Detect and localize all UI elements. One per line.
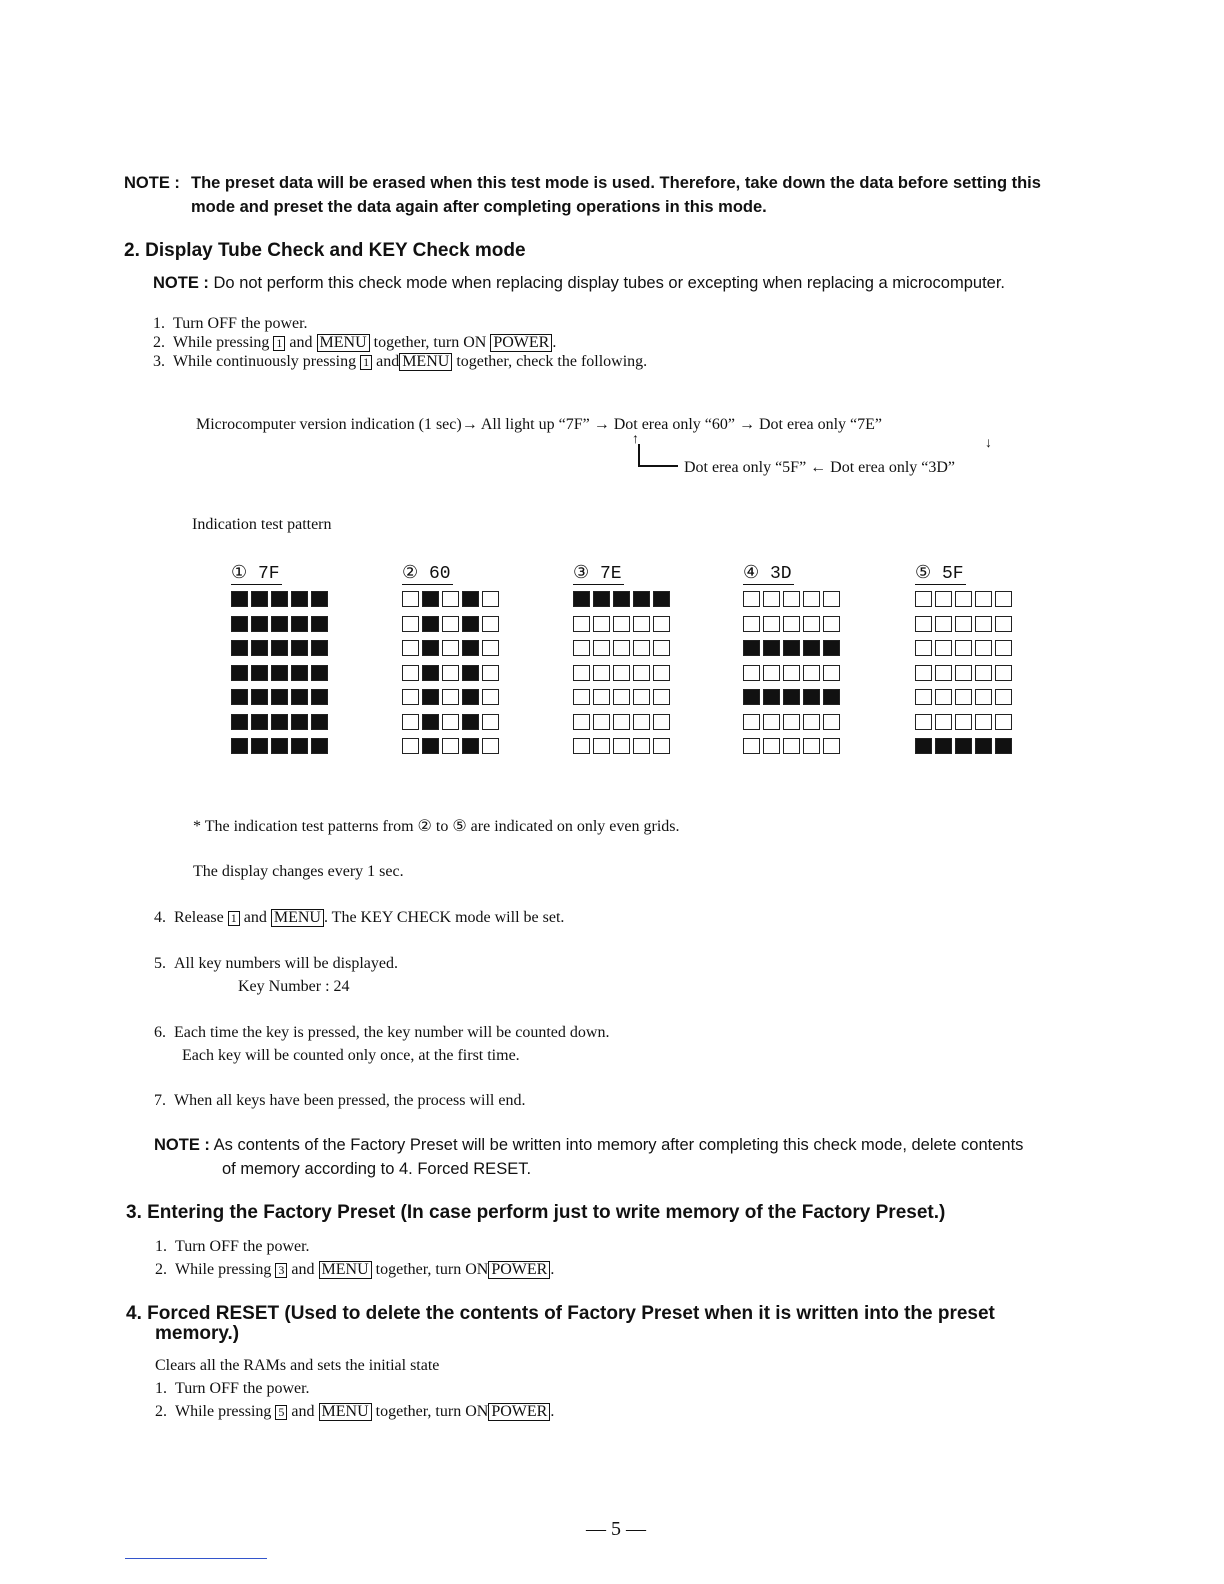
dot-lit xyxy=(231,665,248,681)
pattern-row xyxy=(402,640,506,657)
section-2-heading: 2. Display Tube Check and KEY Check mode xyxy=(124,240,526,261)
dot-unlit xyxy=(653,738,670,754)
page-number: — 5 — xyxy=(586,1518,646,1540)
dot-unlit xyxy=(482,714,499,730)
dot-lit xyxy=(251,640,268,656)
key-power: POWER xyxy=(488,1403,550,1421)
pattern-row xyxy=(743,616,847,633)
dot-unlit xyxy=(975,616,992,632)
step-5: 5. All key numbers will be displayed. xyxy=(154,955,398,972)
dot-unlit xyxy=(803,714,820,730)
pattern-2 xyxy=(402,562,506,763)
top-note-label: NOTE : xyxy=(124,174,180,192)
step-6: 6. Each time the key is pressed, the key number will be counted down. xyxy=(154,1024,610,1041)
dot-unlit xyxy=(955,616,972,632)
dot-lit xyxy=(763,640,780,656)
dot-unlit xyxy=(783,591,800,607)
dot-unlit xyxy=(482,689,499,705)
pattern-row xyxy=(915,714,1019,731)
pattern-label: ④ 3D xyxy=(743,564,792,584)
top-note-line1: The preset data will be erased when this test mode is used. Therefore, take down the data before setting this xyxy=(191,174,1041,192)
dot-lit xyxy=(231,591,248,607)
dot-lit xyxy=(251,689,268,705)
key-menu: MENU xyxy=(319,1261,372,1279)
dot-lit xyxy=(291,616,308,632)
dot-lit xyxy=(422,738,439,754)
dot-unlit xyxy=(915,714,932,730)
dot-unlit xyxy=(442,689,459,705)
pattern-row xyxy=(231,665,335,682)
arrow-up-icon: ↑ xyxy=(632,432,639,447)
step-6-sub: Each key will be counted only once, at the first time. xyxy=(182,1047,520,1064)
dot-unlit xyxy=(402,591,419,607)
dot-unlit xyxy=(633,738,650,754)
dot-unlit xyxy=(573,640,590,656)
dot-lit xyxy=(462,616,479,632)
s4-intro: Clears all the RAMs and sets the initial state xyxy=(155,1357,440,1374)
pattern-row xyxy=(573,616,677,633)
dot-unlit xyxy=(613,616,630,632)
dot-unlit xyxy=(593,665,610,681)
pattern-row xyxy=(231,689,335,706)
key-power: POWER xyxy=(488,1261,550,1279)
pattern-row xyxy=(402,591,506,608)
dot-lit xyxy=(311,640,328,656)
footer-rule xyxy=(125,1558,267,1559)
pattern-row xyxy=(402,738,506,755)
dot-unlit xyxy=(955,689,972,705)
dot-unlit xyxy=(915,665,932,681)
dot-unlit xyxy=(975,689,992,705)
dot-unlit xyxy=(573,689,590,705)
dot-unlit xyxy=(915,689,932,705)
dot-lit xyxy=(291,665,308,681)
section-3-heading: 3. Entering the Factory Preset (In case perform just to write memory of the Factory Preset.) xyxy=(126,1202,946,1223)
dot-unlit xyxy=(823,738,840,754)
dot-lit xyxy=(291,689,308,705)
dot-unlit xyxy=(593,640,610,656)
section-4-heading: 4. Forced RESET (Used to delete the contents of Factory Preset when it is written into the preset xyxy=(126,1303,995,1324)
dot-lit xyxy=(915,738,932,754)
dot-lit xyxy=(271,640,288,656)
dot-unlit xyxy=(402,738,419,754)
dot-lit xyxy=(783,689,800,705)
dot-lit xyxy=(311,616,328,632)
dot-unlit xyxy=(743,738,760,754)
dot-unlit xyxy=(995,616,1012,632)
dot-unlit xyxy=(633,714,650,730)
dot-unlit xyxy=(823,665,840,681)
pattern-row xyxy=(402,665,506,682)
dot-unlit xyxy=(763,738,780,754)
dot-unlit xyxy=(442,640,459,656)
dot-unlit xyxy=(955,665,972,681)
pattern-row xyxy=(231,714,335,731)
dot-unlit xyxy=(803,665,820,681)
dot-unlit xyxy=(935,616,952,632)
dot-lit xyxy=(573,591,590,607)
dot-lit xyxy=(955,738,972,754)
dot-unlit xyxy=(935,714,952,730)
pattern-row xyxy=(915,689,1019,706)
dot-unlit xyxy=(653,714,670,730)
dot-unlit xyxy=(915,640,932,656)
dot-lit xyxy=(823,640,840,656)
dot-unlit xyxy=(442,714,459,730)
key-1: 1 xyxy=(228,911,240,926)
key-1: 1 xyxy=(273,336,285,351)
dot-unlit xyxy=(573,738,590,754)
key-menu: MENU xyxy=(399,353,452,371)
section-4-heading-2: memory.) xyxy=(155,1323,240,1344)
dot-unlit xyxy=(935,640,952,656)
dot-unlit xyxy=(823,591,840,607)
dot-unlit xyxy=(935,665,952,681)
dot-unlit xyxy=(763,616,780,632)
dot-unlit xyxy=(823,714,840,730)
dot-unlit xyxy=(803,616,820,632)
dot-lit xyxy=(743,689,760,705)
dot-lit xyxy=(462,640,479,656)
dot-unlit xyxy=(743,591,760,607)
dot-unlit xyxy=(402,714,419,730)
dot-unlit xyxy=(442,738,459,754)
dot-lit xyxy=(823,689,840,705)
pattern-label: ② 60 xyxy=(402,564,451,584)
dot-unlit xyxy=(653,665,670,681)
note-label: NOTE : xyxy=(153,274,209,292)
dot-lit xyxy=(251,738,268,754)
dot-lit xyxy=(291,738,308,754)
pattern-row xyxy=(743,689,847,706)
dot-lit xyxy=(803,689,820,705)
note2-line2: of memory according to 4. Forced RESET. xyxy=(222,1160,532,1178)
key-number: Key Number : 24 xyxy=(238,978,350,995)
dot-unlit xyxy=(482,591,499,607)
pattern-row xyxy=(573,591,677,608)
pattern-row xyxy=(743,640,847,657)
dot-lit xyxy=(783,640,800,656)
dot-lit xyxy=(311,665,328,681)
dot-unlit xyxy=(955,640,972,656)
dot-unlit xyxy=(402,616,419,632)
dot-lit xyxy=(633,591,650,607)
dot-lit xyxy=(462,689,479,705)
dot-unlit xyxy=(613,640,630,656)
dot-lit xyxy=(653,591,670,607)
dot-unlit xyxy=(995,640,1012,656)
flow-line-2: Dot erea only “5F” ← Dot erea only “3D” xyxy=(684,459,956,476)
dot-lit xyxy=(231,714,248,730)
dot-unlit xyxy=(633,640,650,656)
dot-unlit xyxy=(402,665,419,681)
dot-unlit xyxy=(995,714,1012,730)
pattern-row xyxy=(573,640,677,657)
dot-unlit xyxy=(783,714,800,730)
dot-unlit xyxy=(613,738,630,754)
dot-unlit xyxy=(633,616,650,632)
pattern-4 xyxy=(743,562,847,763)
dot-unlit xyxy=(975,640,992,656)
key-menu: MENU xyxy=(319,1403,372,1421)
dot-unlit xyxy=(783,616,800,632)
dot-lit xyxy=(311,714,328,730)
dot-lit xyxy=(231,738,248,754)
flow-line-1: Microcomputer version indication (1 sec)→ All light up “7F” → Dot erea only “60” → Dot erea only “7E” xyxy=(196,416,883,433)
dot-lit xyxy=(291,640,308,656)
dot-unlit xyxy=(915,616,932,632)
dot-unlit xyxy=(442,616,459,632)
pattern-5 xyxy=(915,562,1019,763)
dot-unlit xyxy=(573,714,590,730)
pattern-row xyxy=(231,591,335,608)
dot-lit xyxy=(613,591,630,607)
dot-lit xyxy=(231,640,248,656)
dot-unlit xyxy=(593,689,610,705)
dot-unlit xyxy=(763,591,780,607)
pattern-row xyxy=(915,640,1019,657)
dot-lit xyxy=(231,616,248,632)
pattern-row xyxy=(573,714,677,731)
s3-step-2: 2. While pressing 3 and MENU together, turn ON POWER . xyxy=(155,1261,555,1278)
dot-unlit xyxy=(442,591,459,607)
dot-unlit xyxy=(653,689,670,705)
dot-unlit xyxy=(823,616,840,632)
pattern-row xyxy=(573,738,677,755)
top-note-line2: mode and preset the data again after completing operations in this mode. xyxy=(191,198,767,216)
pattern-row xyxy=(915,616,1019,633)
s4-step-1: 1. Turn OFF the power. xyxy=(155,1380,310,1397)
dot-lit xyxy=(271,714,288,730)
dot-unlit xyxy=(573,616,590,632)
step-1: 1. Turn OFF the power. xyxy=(153,315,308,332)
dot-lit xyxy=(422,689,439,705)
dot-lit xyxy=(271,665,288,681)
pattern-label: ⑤ 5F xyxy=(915,564,964,584)
pattern-row xyxy=(402,616,506,633)
dot-unlit xyxy=(803,738,820,754)
dot-unlit xyxy=(402,689,419,705)
dot-unlit xyxy=(593,738,610,754)
key-power: POWER xyxy=(490,334,552,352)
dot-unlit xyxy=(613,714,630,730)
dot-lit xyxy=(271,689,288,705)
dot-lit xyxy=(271,738,288,754)
dot-unlit xyxy=(955,714,972,730)
dot-unlit xyxy=(783,665,800,681)
section-2-note xyxy=(153,274,1005,293)
dot-unlit xyxy=(482,738,499,754)
pattern-row xyxy=(402,714,506,731)
dot-lit xyxy=(462,665,479,681)
pattern-label: ③ 7E xyxy=(573,564,622,584)
dot-unlit xyxy=(763,665,780,681)
dot-lit xyxy=(422,591,439,607)
dot-lit xyxy=(231,689,248,705)
dot-unlit xyxy=(803,591,820,607)
pattern-row xyxy=(915,665,1019,682)
dot-unlit xyxy=(653,616,670,632)
dot-unlit xyxy=(783,738,800,754)
dot-lit xyxy=(251,665,268,681)
dot-unlit xyxy=(442,665,459,681)
pattern-label: ① 7F xyxy=(231,564,280,584)
pattern-3 xyxy=(573,562,677,763)
step-2: 2. While pressing 1 and MENU together, turn ON POWER . xyxy=(153,334,557,351)
dot-unlit xyxy=(573,665,590,681)
dot-unlit xyxy=(995,665,1012,681)
dot-lit xyxy=(743,640,760,656)
dot-unlit xyxy=(935,689,952,705)
dot-lit xyxy=(311,591,328,607)
arrow-down-icon: ↓ xyxy=(985,436,992,451)
dot-unlit xyxy=(743,665,760,681)
note-text: Do not perform this check mode when replacing display tubes or excepting when replacing a microcomputer. xyxy=(213,274,1006,292)
pattern-row xyxy=(231,738,335,755)
dot-lit xyxy=(935,738,952,754)
dot-lit xyxy=(462,738,479,754)
pattern-row xyxy=(573,689,677,706)
dot-lit xyxy=(251,714,268,730)
dot-lit xyxy=(422,616,439,632)
dot-unlit xyxy=(482,616,499,632)
dot-unlit xyxy=(955,591,972,607)
dot-lit xyxy=(995,738,1012,754)
pattern-title: Indication test pattern xyxy=(192,516,332,533)
dot-unlit xyxy=(995,591,1012,607)
dot-lit xyxy=(311,689,328,705)
dot-unlit xyxy=(935,591,952,607)
s3-step-1: 1. Turn OFF the power. xyxy=(155,1238,310,1255)
dot-unlit xyxy=(743,714,760,730)
dot-unlit xyxy=(743,616,760,632)
dot-unlit xyxy=(763,714,780,730)
dot-lit xyxy=(763,689,780,705)
dot-lit xyxy=(271,591,288,607)
note2: NOTE : As contents of the Factory Preset will be written into memory after completing this check mode, delete contents xyxy=(154,1136,1024,1154)
dot-unlit xyxy=(975,591,992,607)
dot-unlit xyxy=(613,689,630,705)
dot-lit xyxy=(422,665,439,681)
key-5: 5 xyxy=(275,1405,287,1420)
step-4: 4. Release 1 and MENU . The KEY CHECK mode will be set. xyxy=(154,909,565,926)
dot-lit xyxy=(251,591,268,607)
pattern-row xyxy=(915,738,1019,755)
dot-lit xyxy=(291,591,308,607)
step-7: 7. When all keys have been pressed, the process will end. xyxy=(154,1092,526,1109)
pattern-row xyxy=(743,665,847,682)
pattern-row xyxy=(231,640,335,657)
pattern-row xyxy=(402,689,506,706)
dot-unlit xyxy=(915,591,932,607)
dot-unlit xyxy=(593,714,610,730)
dot-unlit xyxy=(402,640,419,656)
pattern-row xyxy=(915,591,1019,608)
dot-lit xyxy=(291,714,308,730)
dot-unlit xyxy=(482,665,499,681)
display-changes: The display changes every 1 sec. xyxy=(193,863,404,880)
dot-lit xyxy=(422,640,439,656)
dot-unlit xyxy=(995,689,1012,705)
key-menu: MENU xyxy=(317,334,370,352)
dot-lit xyxy=(803,640,820,656)
dot-lit xyxy=(422,714,439,730)
dot-unlit xyxy=(653,640,670,656)
dot-lit xyxy=(271,616,288,632)
dot-lit xyxy=(251,616,268,632)
key-menu: MENU xyxy=(271,909,324,927)
key-1: 1 xyxy=(360,355,372,370)
dot-lit xyxy=(975,738,992,754)
dot-unlit xyxy=(633,689,650,705)
pattern-row xyxy=(743,738,847,755)
dot-unlit xyxy=(633,665,650,681)
step-3: 3. While continuously pressing 1 and MENU together, check the following. xyxy=(153,353,648,370)
s4-step-2: 2. While pressing 5 and MENU together, turn ON POWER . xyxy=(155,1403,555,1420)
dot-lit xyxy=(311,738,328,754)
dot-unlit xyxy=(975,665,992,681)
dot-unlit xyxy=(482,640,499,656)
pattern-row xyxy=(231,616,335,633)
dot-lit xyxy=(462,591,479,607)
dot-unlit xyxy=(593,616,610,632)
pattern-row xyxy=(573,665,677,682)
footnote: * The indication test patterns from ② to ⑤ are indicated on only even grids. xyxy=(193,818,680,835)
key-3: 3 xyxy=(275,1263,287,1278)
dot-lit xyxy=(462,714,479,730)
pattern-row xyxy=(743,591,847,608)
dot-lit xyxy=(593,591,610,607)
pattern-1 xyxy=(231,562,335,763)
pattern-row xyxy=(743,714,847,731)
dot-unlit xyxy=(975,714,992,730)
dot-unlit xyxy=(613,665,630,681)
